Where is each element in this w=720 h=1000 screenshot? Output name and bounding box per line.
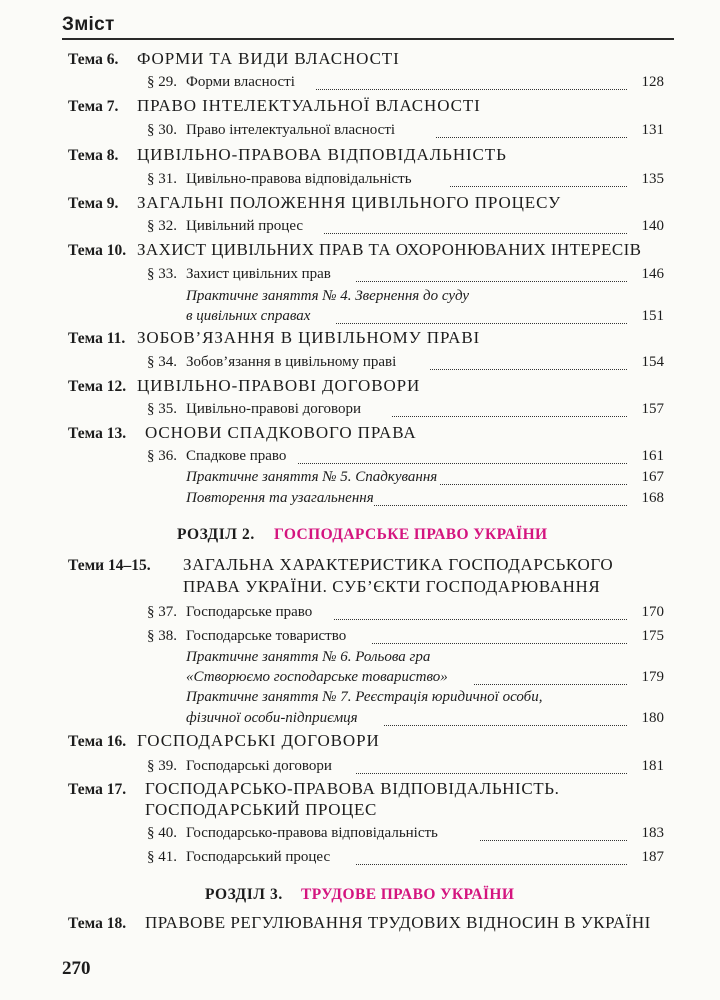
para-31-title: Цивільно-правова відповідальність [186, 171, 412, 187]
topic-7-label: Тема 7. [68, 98, 119, 115]
topic-8-title: ЦИВІЛЬНО-ПРАВОВА ВІДПОВІДАЛЬНІСТЬ [137, 145, 507, 164]
dot-leader [334, 619, 627, 620]
section-2-label: РОЗДІЛ 2. [177, 526, 255, 543]
section-2-title: ГОСПОДАРСЬКЕ ПРАВО УКРАЇНИ [274, 526, 548, 543]
topic-16-label: Тема 16. [68, 733, 127, 750]
practical-7-line1: Практичне заняття № 7. Реєстрація юридичної особи, [186, 689, 543, 705]
para-32-title: Цивільний процес [186, 218, 304, 234]
dot-leader [384, 725, 627, 726]
para-37-page: 170 [641, 604, 664, 620]
para-39-title: Господарські договори [186, 758, 332, 774]
para-31-page: 135 [641, 171, 664, 187]
header-rule [62, 38, 674, 40]
practical-5-title: Практичне заняття № 5. Спадкування [186, 469, 438, 485]
topic-12-title: ЦИВІЛЬНО-ПРАВОВІ ДОГОВОРИ [137, 376, 421, 395]
practical-4-line1: Практичне заняття № 4. Звернення до суду [186, 288, 470, 304]
dot-leader [372, 643, 627, 644]
para-36-label: § 36. [147, 448, 177, 464]
topic-17-label: Тема 17. [68, 781, 127, 798]
topic-17-title-line1: ГОСПОДАРСЬКО-ПРАВОВА ВІДПОВІДАЛЬНІСТЬ. [145, 779, 560, 798]
dot-leader [450, 186, 627, 187]
section-3-label: РОЗДІЛ 3. [205, 886, 283, 903]
para-35-label: § 35. [147, 401, 177, 417]
dot-leader [474, 684, 627, 685]
practical-7-page: 180 [641, 710, 664, 726]
topic-18-title: ПРАВОВЕ РЕГУЛЮВАННЯ ТРУДОВИХ ВІДНОСИН В УКРАЇНІ [145, 913, 651, 932]
para-40-label: § 40. [147, 825, 177, 841]
para-41-label: § 41. [147, 849, 177, 865]
para-39-page: 181 [641, 758, 664, 774]
dot-leader [356, 864, 627, 865]
topic-14-15-title-line1: ЗАГАЛЬНА ХАРАКТЕРИСТИКА ГОСПОДАРСЬКОГО [183, 555, 614, 574]
para-33-page: 146 [641, 266, 664, 282]
para-29-title: Форми власності [186, 74, 295, 90]
para-32-page: 140 [641, 218, 664, 234]
practical-4-line2: в цивільних справах [186, 308, 311, 324]
para-37-label: § 37. [147, 604, 177, 620]
topic-8-label: Тема 8. [68, 147, 119, 164]
topic-9-title: ЗАГАЛЬНІ ПОЛОЖЕННЯ ЦИВІЛЬНОГО ПРОЦЕСУ [137, 193, 562, 212]
topic-16-title: ГОСПОДАРСЬКІ ДОГОВОРИ [137, 731, 380, 750]
page-header: Зміст [62, 14, 115, 35]
para-29-label: § 29. [147, 74, 177, 90]
dot-leader [356, 281, 627, 282]
topic-7-title: ПРАВО ІНТЕЛЕКТУАЛЬНОЇ ВЛАСНОСТІ [137, 96, 481, 115]
para-34-label: § 34. [147, 354, 177, 370]
topic-9-label: Тема 9. [68, 195, 119, 212]
topic-13-title: ОСНОВИ СПАДКОВОГО ПРАВА [145, 423, 417, 442]
para-30-label: § 30. [147, 122, 177, 138]
dot-leader [316, 89, 627, 90]
para-39-label: § 39. [147, 758, 177, 774]
dot-leader [440, 484, 627, 485]
para-35-title: Цивільно-правові договори [186, 401, 362, 417]
review-title: Повторення та узагальнення [186, 490, 374, 506]
topic-12-label: Тема 12. [68, 378, 127, 395]
practical-6-page: 179 [641, 669, 664, 685]
para-35-page: 157 [641, 401, 664, 417]
topic-13-label: Тема 13. [68, 425, 127, 442]
dot-leader [356, 773, 627, 774]
dot-leader [436, 137, 627, 138]
dot-leader [392, 416, 627, 417]
para-33-label: § 33. [147, 266, 177, 282]
para-33-title: Захист цивільних прав [186, 266, 331, 282]
topic-14-15-label: Теми 14–15. [68, 557, 151, 574]
topic-6-title: ФОРМИ ТА ВИДИ ВЛАСНОСТІ [137, 49, 400, 68]
para-36-title: Спадкове право [186, 448, 287, 464]
dot-leader [430, 369, 627, 370]
dot-leader [336, 323, 627, 324]
practical-6-line2: «Створюємо господарське товариство» [186, 669, 448, 685]
para-38-page: 175 [641, 628, 664, 644]
review-page: 168 [641, 490, 664, 506]
practical-6-line1: Практичне заняття № 6. Рольова гра [186, 649, 431, 665]
para-38-label: § 38. [147, 628, 177, 644]
practical-5-page: 167 [641, 469, 664, 485]
para-40-page: 183 [641, 825, 664, 841]
para-38-title: Господарське товариство [186, 628, 347, 644]
section-3-title: ТРУДОВЕ ПРАВО УКРАЇНИ [301, 886, 515, 903]
para-41-page: 187 [641, 849, 664, 865]
topic-6-label: Тема 6. [68, 51, 119, 68]
para-36-page: 161 [641, 448, 664, 464]
topic-18-label: Тема 18. [68, 915, 127, 932]
topic-10-label: Тема 10. [68, 242, 127, 259]
para-34-page: 154 [641, 354, 664, 370]
para-34-title: Зобов’язання в цивільному праві [186, 354, 397, 370]
practical-7-line2: фізичної особи-підприємця [186, 710, 358, 726]
para-29-page: 128 [641, 74, 664, 90]
dot-leader [298, 463, 627, 464]
dot-leader [374, 505, 627, 506]
para-30-page: 131 [641, 122, 664, 138]
para-31-label: § 31. [147, 171, 177, 187]
topic-17-title-line2: ГОСПОДАРСЬКИЙ ПРОЦЕС [145, 800, 377, 819]
para-40-title: Господарсько-правова відповідальність [186, 825, 438, 841]
practical-4-page: 151 [641, 308, 664, 324]
page-number: 270 [62, 958, 91, 979]
para-41-title: Господарський процес [186, 849, 331, 865]
dot-leader [324, 233, 627, 234]
dot-leader [480, 840, 627, 841]
para-32-label: § 32. [147, 218, 177, 234]
para-30-title: Право інтелектуальної власності [186, 122, 396, 138]
para-37-title: Господарське право [186, 604, 313, 620]
topic-11-label: Тема 11. [68, 330, 126, 347]
topic-10-title: ЗАХИСТ ЦИВІЛЬНИХ ПРАВ ТА ОХОРОНЮВАНИХ ІНТЕРЕСІВ [137, 240, 642, 259]
topic-11-title: ЗОБОВ’ЯЗАННЯ В ЦИВІЛЬНОМУ ПРАВІ [137, 328, 481, 347]
topic-14-15-title-line2: ПРАВА УКРАЇНИ. СУБ’ЄКТИ ГОСПОДАРЮВАННЯ [183, 577, 601, 596]
